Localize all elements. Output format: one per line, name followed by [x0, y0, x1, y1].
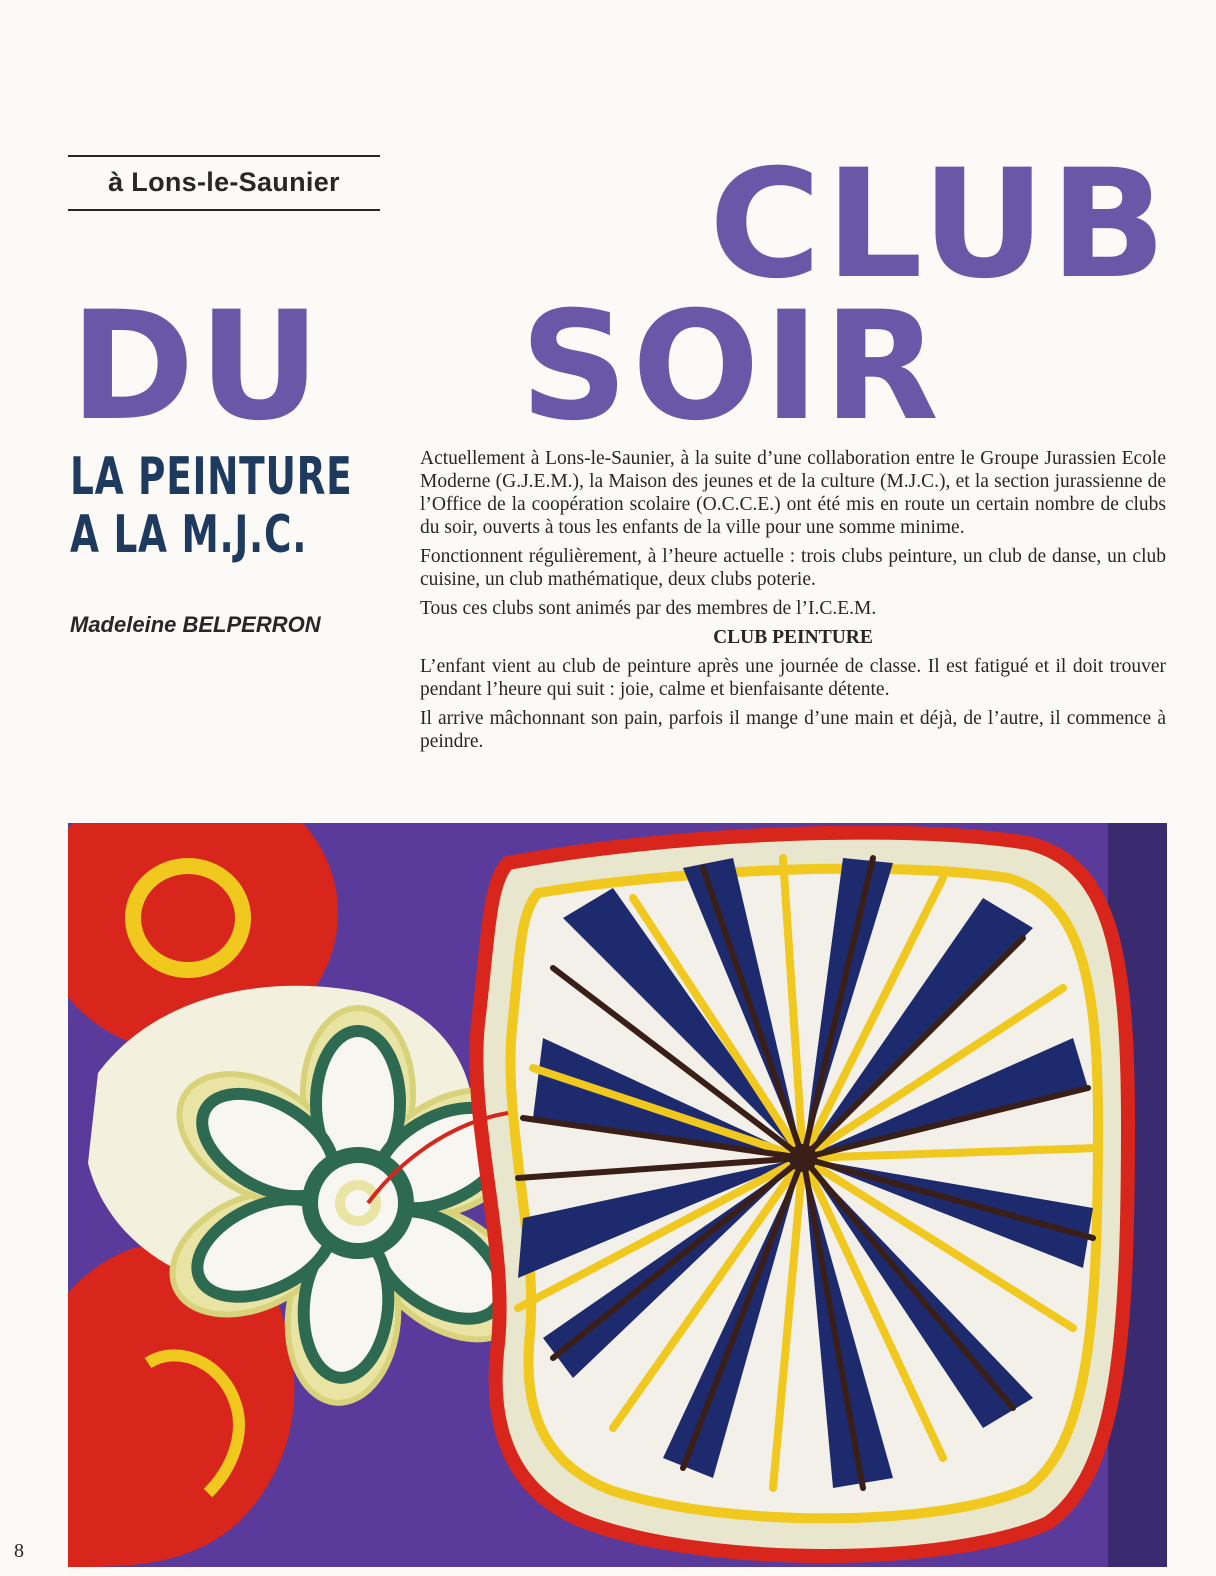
- kicker-rule: [68, 155, 380, 211]
- title-club: CLUB: [708, 138, 1170, 312]
- painting-svg: [68, 823, 1167, 1567]
- article-body: [420, 447, 1166, 759]
- subtitle-line-2: A LA M.J.C.: [70, 505, 308, 565]
- subtitle: [70, 447, 353, 565]
- subtitle-line-1: LA PEINTURE: [70, 447, 353, 507]
- author-byline: Madeleine BELPERRON: [70, 612, 321, 637]
- page-number: 8: [14, 1540, 24, 1562]
- child-painting-illustration: [68, 823, 1167, 1567]
- paragraph-5: Il arrive mâchonnant son pain, parfois il mange d’une main et déjà, de l’autre, il commence à peindre.: [420, 708, 1166, 752]
- kicker: à Lons-le-Saunier: [108, 167, 340, 197]
- title-soir: SOIR: [520, 280, 943, 454]
- paragraph-4: L’enfant vient au club de peinture après une journée de classe. Il est fatigué et il doit trouver pendant l’heure qui suit : joie, calme et bienfaisante détente.: [420, 656, 1166, 700]
- title-du-soir: [70, 280, 1170, 454]
- paragraph-3: Tous ces clubs sont animés par des membres de l’I.C.E.M.: [420, 598, 877, 619]
- title-du: DU: [70, 280, 325, 454]
- paragraph-1: Actuellement à Lons-le-Saunier, à la suite d’une collaboration entre le Groupe Jurassien Ecole Moderne (G.J.E.M.), la Maison des jeunes et de la culture (M.J.C.), et la section jurassienne de l’Office de la coopération scolaire (O.C.C.E.) ont été mis en route un certain nombre de clubs du soir, ouverts à tous les enfants de la ville pour une somme minime.: [420, 448, 1166, 538]
- section-heading: CLUB PEINTURE: [713, 627, 873, 648]
- paragraph-2: Fonctionnent régulièrement, à l’heure actuelle : trois clubs peinture, un club de danse, un club cuisine, un club mathématique, deux clubs poterie.: [420, 546, 1166, 590]
